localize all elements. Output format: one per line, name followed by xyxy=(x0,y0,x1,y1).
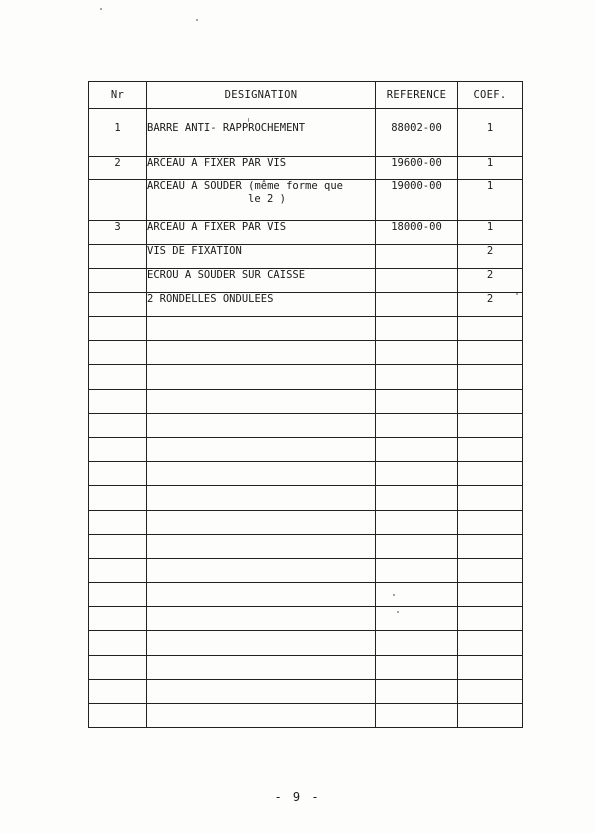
empty-cell xyxy=(89,317,147,341)
empty-cell xyxy=(147,437,376,461)
empty-cell xyxy=(458,655,523,679)
empty-table-row xyxy=(89,317,523,341)
empty-table-row xyxy=(89,679,523,703)
table-row xyxy=(89,245,523,269)
empty-cell xyxy=(376,341,458,365)
empty-cell xyxy=(89,413,147,437)
parts-table xyxy=(88,81,523,728)
cell-reference: 18000-00 xyxy=(376,221,458,245)
cell-nr xyxy=(89,245,147,269)
empty-cell xyxy=(458,341,523,365)
empty-cell xyxy=(458,486,523,510)
empty-cell xyxy=(376,317,458,341)
empty-cell xyxy=(376,679,458,703)
header-designation: DESIGNATION xyxy=(147,82,376,109)
empty-cell xyxy=(147,679,376,703)
empty-cell xyxy=(458,679,523,703)
empty-cell xyxy=(89,631,147,655)
empty-cell xyxy=(147,510,376,534)
empty-cell xyxy=(147,462,376,486)
cell-reference: 88002-00 xyxy=(376,109,458,157)
empty-table-row xyxy=(89,607,523,631)
cell-coef: 2 xyxy=(458,269,523,293)
cell-nr: 2 xyxy=(89,157,147,180)
cell-designation: ARCEAU A FIXER PAR VIS xyxy=(147,221,376,245)
empty-table-row xyxy=(89,583,523,607)
cell-coef: 1 xyxy=(458,221,523,245)
empty-cell xyxy=(89,679,147,703)
header-reference: REFERENCE xyxy=(376,82,458,109)
empty-table-row xyxy=(89,341,523,365)
header-coef: COEF. xyxy=(458,82,523,109)
empty-cell xyxy=(89,655,147,679)
empty-cell xyxy=(147,583,376,607)
empty-table-row xyxy=(89,510,523,534)
empty-cell xyxy=(89,389,147,413)
table-row xyxy=(89,157,523,180)
cell-nr xyxy=(89,180,147,221)
table-header-row xyxy=(89,82,523,109)
empty-cell xyxy=(376,631,458,655)
empty-cell xyxy=(89,365,147,389)
empty-cell xyxy=(376,486,458,510)
empty-cell xyxy=(376,413,458,437)
empty-cell xyxy=(89,510,147,534)
empty-cell xyxy=(376,534,458,558)
empty-cell xyxy=(89,341,147,365)
cell-coef: 2 xyxy=(458,293,523,317)
empty-cell xyxy=(89,534,147,558)
empty-cell xyxy=(376,607,458,631)
cell-reference: 19600-00 xyxy=(376,157,458,180)
empty-cell xyxy=(147,413,376,437)
cell-nr: 3 xyxy=(89,221,147,245)
empty-cell xyxy=(147,704,376,728)
empty-cell xyxy=(458,510,523,534)
empty-cell xyxy=(147,486,376,510)
designation-line-1: ARCEAU A SOUDER (même forme que xyxy=(147,180,343,192)
table-row xyxy=(89,269,523,293)
empty-table-row xyxy=(89,655,523,679)
cell-designation: ECROU A SOUDER SUR CAISSE xyxy=(147,269,376,293)
header-nr: Nr xyxy=(89,82,147,109)
cell-nr xyxy=(89,293,147,317)
table-row xyxy=(89,293,523,317)
empty-cell xyxy=(89,704,147,728)
empty-cell xyxy=(376,437,458,461)
scan-speck xyxy=(248,118,249,122)
empty-table-row xyxy=(89,704,523,728)
empty-cell xyxy=(147,655,376,679)
empty-cell xyxy=(89,558,147,582)
cell-reference xyxy=(376,293,458,317)
empty-table-row xyxy=(89,534,523,558)
scan-speck xyxy=(196,19,198,21)
empty-cell xyxy=(147,341,376,365)
empty-table-row xyxy=(89,389,523,413)
empty-cell xyxy=(458,558,523,582)
scan-speck xyxy=(393,594,395,596)
empty-table-row xyxy=(89,486,523,510)
empty-cell xyxy=(89,437,147,461)
empty-cell xyxy=(147,631,376,655)
cell-nr: 1 xyxy=(89,109,147,157)
empty-cell xyxy=(376,558,458,582)
empty-table-row xyxy=(89,462,523,486)
empty-cell xyxy=(458,704,523,728)
empty-cell xyxy=(376,704,458,728)
empty-cell xyxy=(458,607,523,631)
cell-designation: BARRE ANTI- RAPPROCHEMENT xyxy=(147,109,376,157)
empty-cell xyxy=(458,462,523,486)
empty-cell xyxy=(376,365,458,389)
empty-cell xyxy=(89,583,147,607)
empty-cell xyxy=(147,317,376,341)
scan-speck xyxy=(100,8,102,10)
empty-table-row xyxy=(89,413,523,437)
table-row xyxy=(89,109,523,157)
scan-speck xyxy=(397,611,399,613)
empty-cell xyxy=(458,583,523,607)
cell-coef: 1 xyxy=(458,109,523,157)
empty-cell xyxy=(89,607,147,631)
cell-reference xyxy=(376,269,458,293)
cell-reference xyxy=(376,245,458,269)
empty-cell xyxy=(458,389,523,413)
empty-cell xyxy=(89,462,147,486)
table-row xyxy=(89,221,523,245)
empty-table-row xyxy=(89,631,523,655)
cell-designation: 2 RONDELLES ONDULEES xyxy=(147,293,376,317)
empty-cell xyxy=(147,365,376,389)
scan-speck xyxy=(516,293,518,295)
empty-cell xyxy=(458,437,523,461)
empty-cell xyxy=(458,317,523,341)
page-number: - 9 - xyxy=(274,790,321,804)
empty-cell xyxy=(458,413,523,437)
empty-cell xyxy=(458,631,523,655)
cell-designation: ARCEAU A FIXER PAR VIS xyxy=(147,157,376,180)
empty-cell xyxy=(376,462,458,486)
empty-cell xyxy=(376,655,458,679)
cell-designation: VIS DE FIXATION xyxy=(147,245,376,269)
empty-table-row xyxy=(89,365,523,389)
empty-cell xyxy=(458,365,523,389)
empty-table-row xyxy=(89,437,523,461)
cell-coef: 1 xyxy=(458,157,523,180)
empty-cell xyxy=(147,558,376,582)
empty-cell xyxy=(458,534,523,558)
empty-cell xyxy=(376,583,458,607)
empty-cell xyxy=(147,389,376,413)
empty-cell xyxy=(89,486,147,510)
designation-line-2: le 2 ) xyxy=(248,193,286,205)
empty-cell xyxy=(376,389,458,413)
cell-designation xyxy=(147,180,376,221)
empty-table-row xyxy=(89,558,523,582)
empty-cell xyxy=(147,534,376,558)
cell-nr xyxy=(89,269,147,293)
cell-reference: 19000-00 xyxy=(376,180,458,221)
table-row xyxy=(89,180,523,221)
empty-cell xyxy=(147,607,376,631)
empty-cell xyxy=(376,510,458,534)
cell-coef: 1 xyxy=(458,180,523,221)
cell-coef: 2 xyxy=(458,245,523,269)
